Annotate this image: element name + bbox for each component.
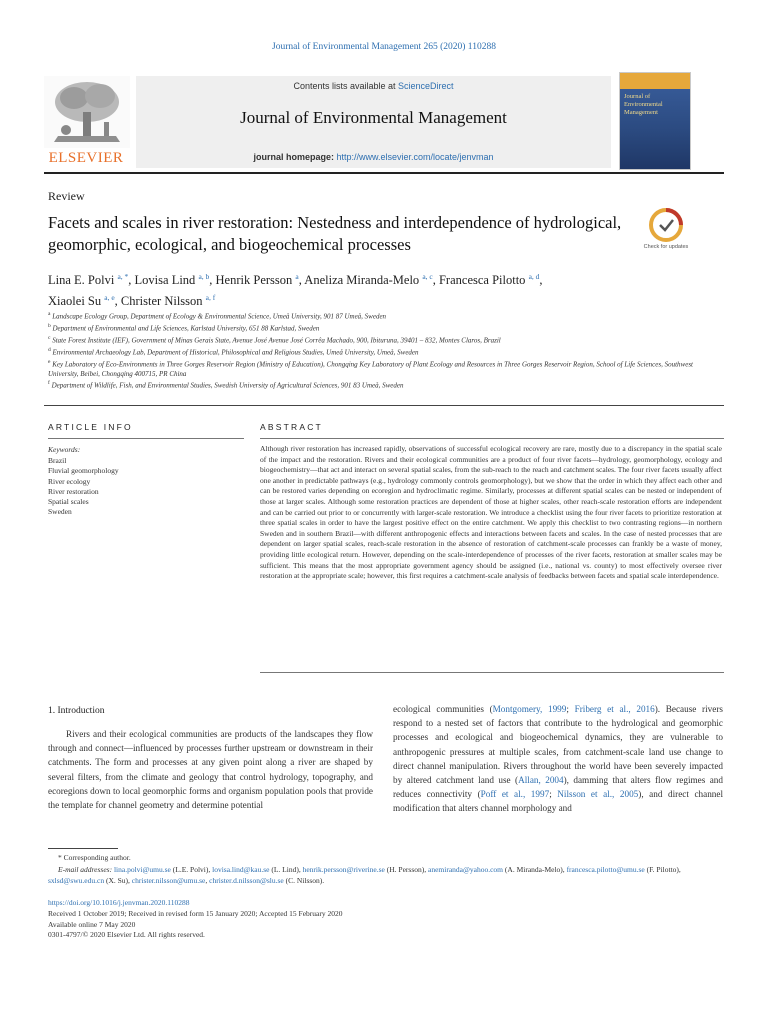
homepage-link[interactable]: http://www.elsevier.com/locate/jenvman (336, 152, 494, 162)
author-name: Lina E. Polvi (48, 273, 115, 288)
intro-left-column: Rivers and their ecological communities are products of the landscapes they flow through and connect—influenced by processes further upstream or downstream in their catchments. The form and processes at any given point along a river are shaped by several filters, from the climate and geology that control hydrology, topography, and ecoregions down to local geomorphic forms and organism population pools that provide the template for channel geometry and determine potential (48, 729, 373, 811)
contents-prefix: Contents lists available at (293, 81, 399, 91)
intro-text: ; (566, 704, 575, 714)
info-top-rule (44, 405, 724, 406)
paper-title: Facets and scales in river restoration: Nestedness and interdependence of hydrological, geomorphic, ecological, and biogeochemical processes (48, 213, 622, 254)
elsevier-wordmark: ELSEVIER (48, 150, 124, 166)
intro-text: ). Because rivers respond to a nested set of factors that contribute to the hydrological and geomorphic processes and ecological and biogeochemical dynamics, they are vulnerable to anthropogenic pressures at multiple scales, from catchment-scale land use change to direct channel manipulation. Rivers throughout the world have been severely impacted by altered catchment land use ( (393, 704, 723, 786)
keyword: Fluvial geomorphology (48, 466, 119, 476)
intro-text: ; (549, 789, 558, 800)
email-label: E-mail addresses: (58, 865, 114, 874)
affiliation (48, 358, 708, 380)
citation-link[interactable]: Poff et al., 1997 (480, 789, 550, 800)
available-online: Available online 7 May 2020 (48, 919, 136, 929)
citation-link[interactable]: Allan, 2004 (518, 775, 564, 786)
email-link[interactable]: anemiranda@yahoo.com (428, 865, 504, 874)
journal-title: Journal of Environmental Management (240, 108, 507, 127)
author-name: Francesca Pilotto (438, 273, 526, 288)
abstract-heading: ABSTRACT (260, 422, 323, 432)
keyword: Brazil (48, 456, 67, 465)
affiliation-key: b (48, 322, 51, 329)
affiliation-text: Key Laboratory of Eco-Environments in Three Gorges Reservoir Region (Ministry of Education), Chongqing Key Laboratory of Plant Ecology and Resources in Three Gorges Reservoir Region, School of Life Sciences, Southwest University, Beibei, Chongqing 400715, PR China (48, 360, 693, 378)
abstract-text: Although river restoration has increased rapidly, observations of successful ecological recovery are rare, mostly due to a discrepancy in the spatial scale of the impact and the restoration. Rivers and their ecological communities are a product of four river facets—hydrology, geomorphology, ecology and biogeochemistry—that act and interact on several spatial scales, from the sub-reach to the reach and catchment scales. The four river facets usually affect one another in predictable pathways (e.g., hydrology commonly controls geomorphology), but we show that the order in which they affect each other and can be restored varies depending on ecoregion and hydroclimatic regime. Similarly, processes at different spatial scales can be nested or independent of those at larger scales. Although some restoration practices are dependent of those at higher scales, other reach-scale restoration efforts are independent and can be carried out prior to or concurrently with larger-scale restoration. We introduce a checklist using the four river facets to prioritize restoration at three spatial scales in order to have the largest positive effect on the entire catchment. We apply this checklist to two contrasting regions—in northern Sweden and in southern Brazil—with different anthropogenic effects and interactions between facets and scales. In the case of nested processes that are dependent on larger spatial scales, reach-scale restoration in the absence of restoration of catchment-scale processes can frankly be a waste of money, providing little ecological return. However, depending on the scale-interdependence of processes of the river facets, restoration at smaller scales may be sufficient. This means that the most appropriate government agency should be assigned (i.e., national vs. county) to most effectively oversee river restoration at the appropriate scale; however, this first requires a catchment-scale analysis of feedbacks between facets and spatial scale interdependence. (260, 444, 722, 581)
email-link[interactable]: francesca.pilotto@umu.se (566, 865, 645, 874)
email-addresses (48, 865, 724, 886)
author-name: Henrik Persson (215, 273, 293, 288)
email-link[interactable]: sxlsd@swu.edu.cn (48, 875, 105, 885)
author-affiliation-marker[interactable]: a, d (528, 272, 540, 281)
publication-info (48, 898, 724, 941)
header-rule (44, 172, 724, 174)
citation-link[interactable]: Montgomery, 1999 (492, 704, 567, 714)
affiliation-text: Department of Wildlife, Fish, and Environmental Studies, Swedish University of Agricultural Sciences, 901 83 Umeå, Sweden (51, 381, 404, 390)
email-owner: (F. Pilotto), (644, 865, 681, 874)
email-owner: (H. Persson), (384, 865, 429, 874)
affiliation-key: f (48, 380, 50, 387)
affiliation (48, 379, 708, 391)
email-owner: (A. Miranda-Melo), (503, 865, 567, 874)
homepage-label: journal homepage: (253, 152, 337, 162)
keyword: Spatial scales (48, 497, 89, 507)
author-affiliation-marker[interactable]: a, b (198, 272, 210, 281)
email-link[interactable]: henrik.persson@riverine.se (302, 865, 385, 874)
affiliation (48, 310, 708, 322)
email-owner: (X. Su), (104, 875, 132, 885)
author-name: Xiaolei Su (48, 294, 102, 309)
email-link[interactable]: christer.d.nilsson@slu.se (209, 875, 284, 885)
author-affiliation-marker[interactable]: a, f (205, 293, 216, 303)
author-affiliation-marker[interactable]: a, c (422, 272, 433, 281)
journal-cover-thumbnail[interactable] (619, 72, 691, 170)
affiliation-key: d (48, 346, 51, 353)
affiliation-text: Environmental Archaeology Lab, Department of Historical, Philosophical and Religious Studies, Umeå University, Umeå, Sweden (52, 348, 419, 357)
article-type: Review (48, 189, 85, 203)
author-affiliation-marker[interactable]: a, * (117, 272, 129, 281)
author[interactable] (216, 273, 299, 287)
intro-heading: 1. Introduction (48, 706, 105, 716)
affiliation-key: c (48, 334, 51, 341)
intro-text: ecological communities ( (393, 704, 493, 714)
email-link[interactable]: christer.nilsson@umu.se (131, 875, 206, 885)
doi-link[interactable]: https://doi.org/10.1016/j.jenvman.2020.110288 (48, 898, 190, 907)
affiliation-key: e (48, 358, 51, 365)
copyright: 0301-4797/© 2020 Elsevier Ltd. All rights reserved. (48, 930, 205, 940)
contents-line (136, 81, 611, 91)
intro-right-column (393, 702, 723, 816)
email-owner: (L. Lind), (269, 865, 303, 874)
cover-band (620, 73, 690, 89)
corresponding-author-note: * Corresponding author. (58, 853, 131, 862)
affiliation-list (48, 310, 708, 391)
cover-title: Journal of Environmental Management (624, 93, 663, 116)
affiliation-text: Department of Environmental and Life Sciences, Karlstad University, 651 88 Karlstad, Sweden (52, 324, 320, 333)
journal-homepage (136, 152, 611, 162)
affiliation (48, 322, 708, 334)
author-name: Lovisa Lind (134, 273, 196, 288)
author[interactable] (48, 294, 115, 308)
affiliation-text: Landscape Ecology Group, Department of Ecology & Environmental Science, Umeå University, 901 87 Umeå, Sweden (52, 312, 387, 321)
footnote-rule (48, 848, 118, 849)
keyword-list (48, 456, 238, 518)
check-for-updates-label[interactable]: Check for updates (643, 244, 689, 250)
article-info-heading: ARTICLE INFO (48, 422, 133, 432)
intro-text: ), and direct channel modification that alters channel morphology and (393, 789, 724, 814)
author[interactable] (304, 273, 432, 287)
author-list: Lina E. Polvi $^{a, *}$, Lovisa Lind $^{a, b}$, Henrik Persson $^a$, Aneliza Miranda-Melo $^{a, c}$, Francesca Pilotto $^{a, d}$, Xiaolei Su $^{a, e}$, Christer Nilsson $^{a, f}$ (48, 272, 543, 309)
received-dates: Received 1 October 2019; Received in revised form 15 January 2020; Accepted 15 February 2020 (48, 908, 343, 918)
author-affiliation-marker[interactable]: a, e (104, 293, 115, 303)
check-for-updates-icon[interactable] (644, 208, 688, 242)
journal-citation[interactable]: Journal of Environmental Management 265 (2020) 110288 (272, 42, 496, 52)
abstract-rule (260, 438, 724, 439)
affiliation (48, 346, 708, 358)
email-link[interactable]: lina.polvi@umu.se (113, 865, 171, 874)
sciencedirect-link[interactable]: ScienceDirect (398, 81, 454, 91)
author[interactable] (439, 273, 539, 287)
keyword: River ecology (48, 476, 91, 486)
affiliation-key: a (48, 311, 51, 317)
affiliation (48, 334, 708, 346)
author-name: Aneliza Miranda-Melo (304, 273, 420, 288)
keywords-label: Keywords: (48, 445, 81, 454)
author[interactable] (135, 273, 210, 287)
affiliation-text: State Forest Institute (IEF), Government of Minas Gerais State, Avenue José Avenue José Corrêa Machado, 900, Ibituruna, 39401 – 832, Montes Claros, Brazil (52, 336, 501, 345)
author[interactable] (48, 273, 128, 287)
author-affiliation-marker[interactable]: a (295, 272, 299, 281)
keyword: Sweden (48, 507, 72, 517)
email-owner: , (205, 875, 210, 885)
email-owner: (C. Nilsson). (283, 875, 325, 885)
citation-link[interactable]: Friberg et al., 2016 (574, 704, 655, 714)
email-owner: (L.E. Polvi), (170, 865, 213, 874)
email-link[interactable]: lovisa.lind@kau.se (212, 865, 270, 874)
citation-link[interactable]: Nilsson et al., 2005 (557, 789, 639, 800)
intro-text: ), damming that alters flow regimes and reduces connectivity ( (393, 775, 723, 800)
article-info-rule (48, 438, 244, 439)
author-name: Christer Nilsson (120, 294, 203, 309)
author[interactable] (121, 294, 215, 308)
keyword: River restoration (48, 486, 99, 496)
abstract-bottom-rule (260, 672, 724, 673)
